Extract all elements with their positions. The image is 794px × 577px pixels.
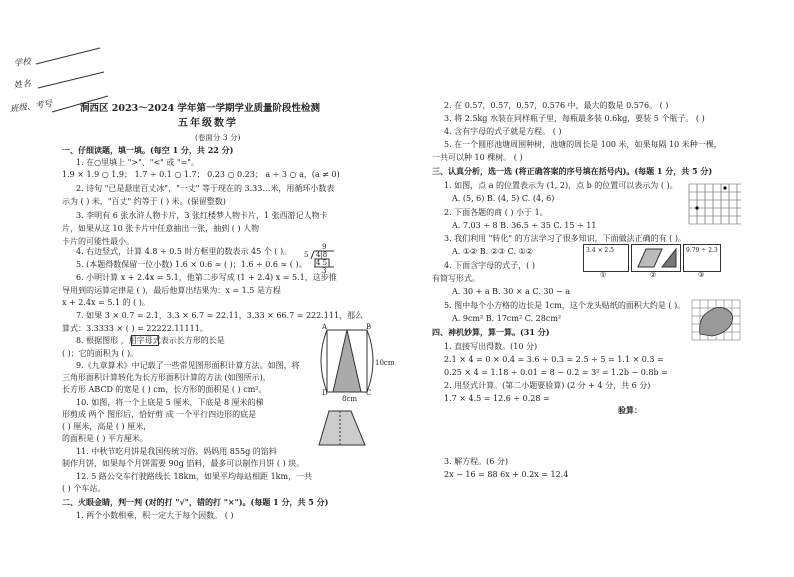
division-figure xyxy=(300,243,340,291)
division-dividend: 4|8 xyxy=(316,251,328,259)
q1-7-cont: 算式：3.3333 × ( ) = 22222.11111。 xyxy=(62,324,208,333)
dragon-sticker-grid-figure xyxy=(690,298,742,342)
q1-6: 6. 小明计算 x + 2.4x = 5.1，他第二步写成 (1 + 2.4) x = 5.1，这步推 xyxy=(76,273,337,282)
q4-3: 3. 解方程。(6 分) xyxy=(444,457,509,466)
fig-label-b: B xyxy=(366,323,372,331)
q1-11-cont: 制作月饼，如果每个月饼需要 90g 馅料，最多可以制作月饼 ( ) 块。 xyxy=(62,459,305,468)
q2-4: 4. 含有字母的式子就是方程。 ( ) xyxy=(444,127,562,136)
division-row3: 4 5 xyxy=(316,259,328,267)
q1-10: 10. 如图，将一个上底是 5 厘米，下底是 8 厘米的梯 xyxy=(76,398,264,407)
q2-3: 3. 将 2.5kg 水装在同样瓶子里，每瓶最多装 0.6kg，要装 5 个瓶子。 ( ) xyxy=(444,114,705,123)
q3-5: 5. 图中每个小方格的边长是 1cm，这个龙头贴纸的面积大约是 ( )。 xyxy=(444,301,686,310)
section-3-heading: 三、认真分析，选一选 (将正确答案的序号填在括号内)。(每题 1 分，共 5 分) xyxy=(432,166,713,176)
exam-subtitle: 五年级数学 xyxy=(178,118,238,129)
division-row4: 3 xyxy=(322,267,327,275)
q1-10-cont: 形剪成 两个 图形后，恰好剪 成 一个平行四边形的底是 xyxy=(62,410,257,419)
exam-title: 涧西区 2023～2024 学年第一学期学业质量阶段性检测 xyxy=(80,103,320,114)
q1-2-cont: 示为 ( ) 米，"百丈" 约等于 ( ) 米。(保留整数) xyxy=(62,197,226,206)
q1-1-items: 1.9 × 1.9 ○ 1.9； 1.7 ÷ 0.1 ○ 1.7； 0.23 ○ 0.23； a ÷ 3 ○ a，(a ≠ 0) xyxy=(62,170,340,179)
q4-2: 2. 用竖式计算。(第二小题要验算) (2 分 + 4 分，共 6 分) xyxy=(444,381,651,390)
q1-10-end: 的面积是 ( ) 平方厘米。 xyxy=(62,434,148,443)
fig-width-label: 8cm xyxy=(342,395,358,403)
q4-2-items: 1.7 × 4.5 = 12.6 ÷ 0.28 = xyxy=(444,394,550,403)
q1-9: 9.《九章算术》中记载了一些常见图形面积计算方法。如图，将 xyxy=(76,361,300,370)
division-lines xyxy=(300,243,340,283)
coordinate-grid-figure xyxy=(685,180,745,228)
q3-3: 3. 我们利用 "转化" 的方法学习了很多知识，下面做法正确的有 ( )。 xyxy=(444,234,686,243)
q1-6-end: x + 2.4x = 5.1 的 ( )。 xyxy=(62,298,150,307)
q1-11: 11. 中秋节吃月饼是我国传统习俗。妈妈用 855g 的馅料 xyxy=(76,447,277,456)
q4-3-items: 2x − 16 = 88 6x + 0.2x = 12.4 xyxy=(444,470,569,479)
q2-1: 1. 两个小数相乘，积一定大于每个因数。 ( ) xyxy=(76,511,234,520)
class-id-label: 班级、考号 xyxy=(9,99,53,115)
q4-1: 1. 直接写出得数。(10 分) xyxy=(444,342,538,351)
q1-10-cont2: ( ) 厘米，高是 ( ) 厘米， xyxy=(62,422,152,431)
q1-2: 2. 诗句 "已是悬崖百丈冰"，"一丈" 等于现在的 3.33…米，用循环小数表 xyxy=(76,184,335,193)
section-2-heading: 二、火眼金睛，判一判 (对的打 "√"，错的打 "×")。(每题 1 分，共 5 分) xyxy=(62,497,329,507)
q1-9-cont: 三角形面积计算转化为长方形面积计算的方法 (如图所示)， xyxy=(62,373,271,382)
division-divisor: 5 xyxy=(304,251,309,259)
q2-5: 5. 在一个圆形池塘周围种树，池塘的周长是 100 米，如果每隔 10 米种一棵， xyxy=(444,140,722,149)
school-label: 学校 xyxy=(13,56,32,70)
q3-1: 1. 如图，点 a 的位置表示为 (1, 2)，点 b 的位置可以表示为 ( )。 xyxy=(444,181,678,190)
q3-1-options: A. (5, 6) B. (4, 5) C. (4, 6) xyxy=(452,194,555,203)
choice-img-1 xyxy=(583,244,629,272)
q3-2-options: A. 7.03 ÷ 8 B. 36.5 ÷ 35 C. 15 ÷ 11 xyxy=(452,221,597,230)
fig-label-c: C xyxy=(366,389,372,397)
q4-1-row1: 2.1 × 4 = 0 × 0.4 = 3.6 ÷ 0.3 = 2.5 ÷ 5 = 1.1 × 0.3 = xyxy=(444,355,664,364)
q1-3-end: 卡片的可能性最小。 xyxy=(62,237,134,246)
fig-label-d: D xyxy=(322,389,328,397)
verify-label: 验算： xyxy=(618,405,642,415)
division-quotient: 9 xyxy=(322,243,327,251)
fig-height-label: 10cm xyxy=(375,359,395,367)
q3-2: 2. 下面各题的商 ( ) 小于 1。 xyxy=(444,208,548,217)
q1-8: 8. 根据图形 ，用字母式表示长方形的长是 xyxy=(76,336,225,345)
q3-4-cont: 有简写形式。 xyxy=(432,274,480,283)
choice-marker-3: ③ xyxy=(698,271,705,279)
q1-6-cont: 导用到的运算定律是 ( )，最后他算出结果为：x = 1.5 是方程 xyxy=(62,286,281,295)
q1-12: 12. 5 路公交车行驶路线长 18km，如果平均每站相距 1km，一共 xyxy=(76,472,313,481)
q3-4: 4. 下面含字母的式子，( ) xyxy=(444,261,535,270)
q1-5: 5. (本题得数保留一位小数) 1.6 × 0.6 ≈ ( )；1.6 ÷ 0.6 ≈ ( )。 xyxy=(76,260,307,269)
choice-img-1-text: 3.4 × 2.5 xyxy=(586,247,614,254)
q1-7: 7. 如果 3 × 0.7 = 2.1，3.3 × 6.7 = 22.11，3.33 × 66.7 = 222.111，那么 xyxy=(76,311,364,320)
fig-label-a: A xyxy=(322,323,328,331)
trapezoid-figure xyxy=(315,405,375,455)
q1-8-rect-figure xyxy=(131,335,159,346)
q4-1-row2: 0.25 × 4 = 1.18 ÷ 0.01 = 8 − 0.2 = 3² = 1.2b − 0.8b = xyxy=(444,368,668,377)
q1-8-cont: ( )；它的面积为 ( )。 xyxy=(62,349,139,358)
q3-5-options: A. 9cm² B. 17cm² C. 28cm² xyxy=(452,314,562,323)
q2-2: 2. 在 0.57，0.57，0.57，0.576 中，最大的数是 0.576。 ( ) xyxy=(444,101,669,110)
choice-img-3 xyxy=(683,244,721,272)
section-4-heading: 四、神机妙算，算一算。(31 分) xyxy=(432,327,550,337)
header-lines xyxy=(30,40,120,130)
name-label: 姓名 xyxy=(13,78,32,92)
choice-img-3-text: 9.79 ÷ 2.3 xyxy=(686,247,718,254)
q1-12-cont: ( ) 个车站。 xyxy=(62,484,106,493)
q3-4-options: A. 30 + a B. 30 × a C. 30 − a xyxy=(452,287,571,296)
parallelogram-icon xyxy=(632,245,680,271)
choice-img-2 xyxy=(631,244,681,272)
q1-9-end: 长方形 ABCD 的宽是 ( ) cm，长方形的面积是 ( ) cm²。 xyxy=(62,385,267,394)
q3-3-options: A. ①② B. ②③ C. ①② xyxy=(452,247,533,256)
q1-3: 3. 李明有 6 张水浒人物卡片，3 张红楼梦人物卡片，1 张西游记人物卡 xyxy=(76,211,328,220)
choice-marker-1: ① xyxy=(600,271,607,279)
q1-1: 1. 在○里填上 ">"、"<" 或 "="。 xyxy=(76,158,199,167)
q1-3-cont: 片，如果从这 10 张卡片中任意抽出一张，抽到 ( ) 人物 xyxy=(62,224,260,233)
q2-5-cont: 一共可以种 10 棵树。 ( ) xyxy=(432,153,523,162)
choice-marker-2: ② xyxy=(650,271,657,279)
score-note: (卷面分 3 分) xyxy=(195,133,241,142)
q1-4: 4. 右边竖式，计算 4.8 ÷ 0.5 时方框里的数表示 45 个 ( )。 xyxy=(76,247,292,256)
section-1-heading: 一、仔细读题，填一填。(每空 1 分，共 22 分) xyxy=(62,145,234,155)
